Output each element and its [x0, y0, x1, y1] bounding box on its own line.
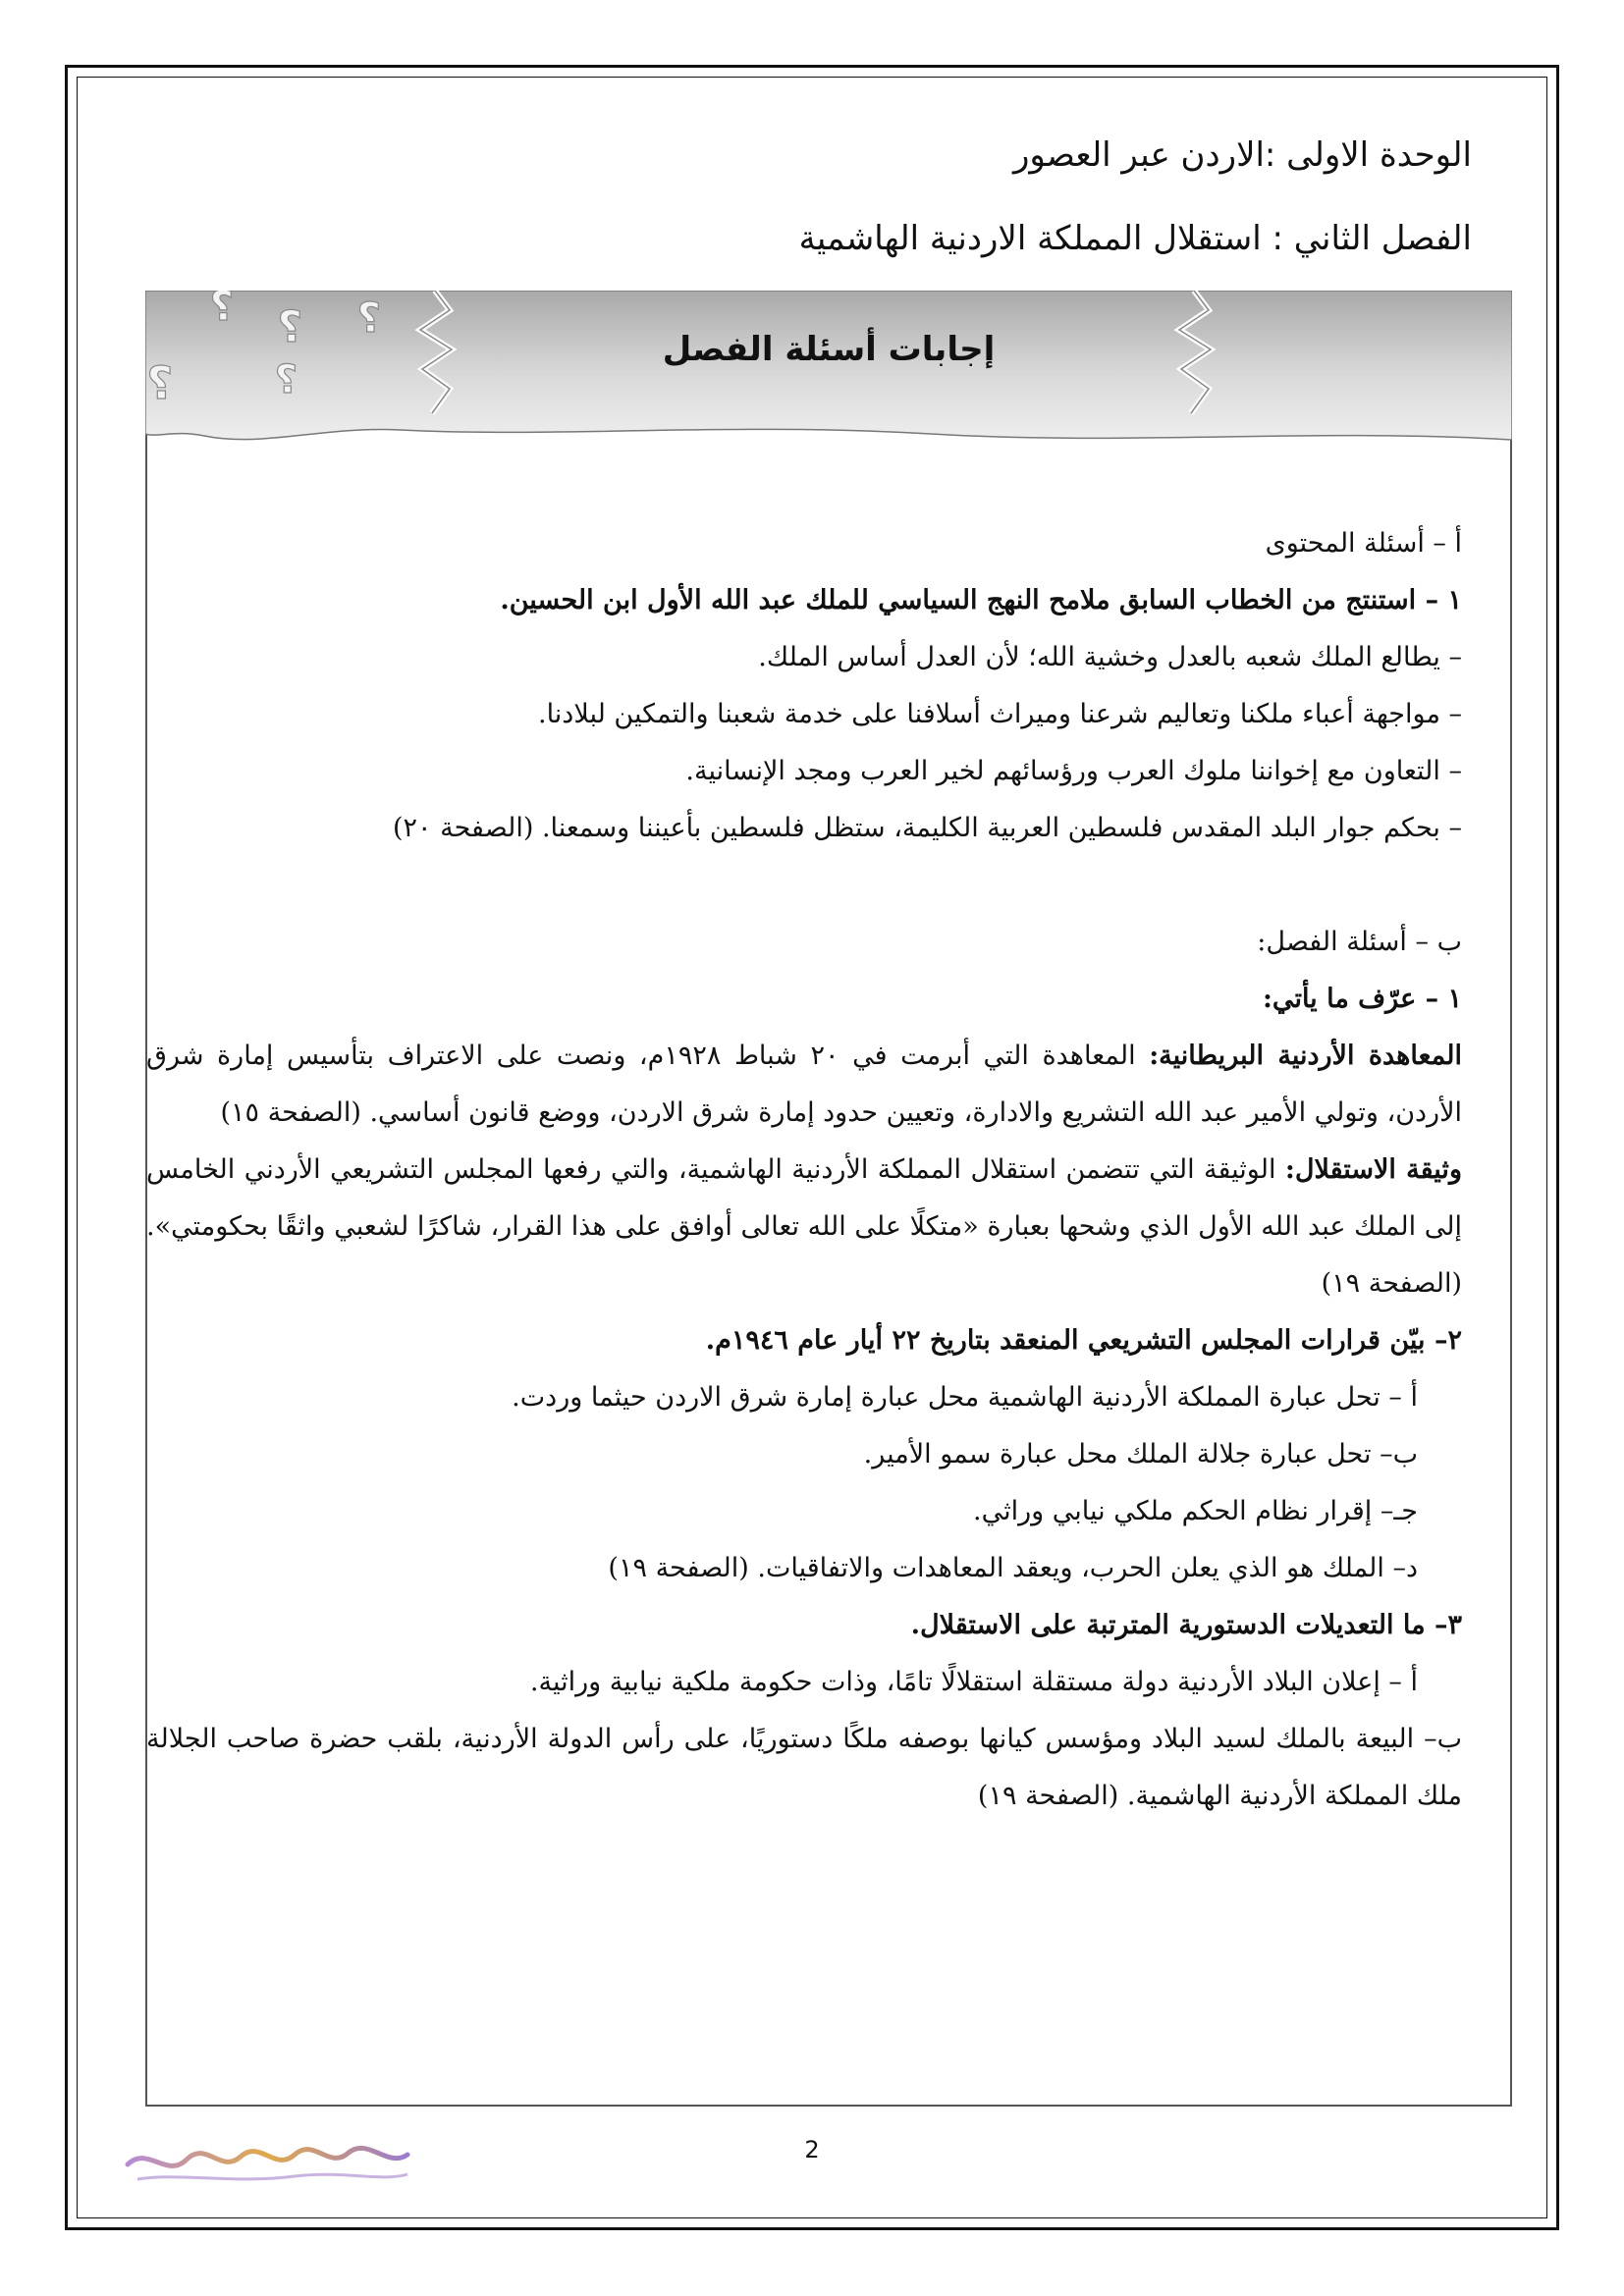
definition-text: المعاهدة التي أبرمت في ٢٠ شباط ١٩٢٨م، ونصت على الاعتراف بتأسيس إمارة شرق الأردن، وتولي الأمير عبد الله التشريع والادارة، وتعيين حدود إمارة شرق الاردن، ووضع قانون أساسي. (الصفحة ١٥): [146, 1041, 1462, 1128]
signature-logo: [118, 2125, 417, 2194]
definition-text: الوثيقة التي تتضمن استقلال المملكة الأردنية الهاشمية، والتي رفعها المجلس التشريعي الأردني الخامس إلى الملك عبد الله الأول الذي وشحها بعبارة «متكلًا على الله تعالى أوافق على هذا القرار، شاكرًا لشعبي واثقًا بحكومتي». (الصفحة ١٩): [146, 1154, 1462, 1299]
banner-shape: [145, 291, 1512, 448]
answer-item: – التعاون مع إخواننا ملوك العرب ورؤسائهم لخير العرب ومجد الإنسانية.: [685, 756, 1462, 786]
definition-term: وثيقة الاستقلال:: [1284, 1154, 1462, 1185]
chapter-answers-banner: [145, 291, 1512, 448]
unit-title: الوحدة الاولى :الاردن عبر العصور: [1012, 135, 1472, 175]
question-3: ٣– ما التعديلات الدستورية المترتبة على الاستقلال.: [910, 1610, 1462, 1640]
answer-item: جـ– إقرار نظام الحكم ملكي نيابي وراثي.: [973, 1496, 1418, 1526]
question-mark-icon: ؟: [274, 357, 298, 402]
answer-item: د– الملك هو الذي يعلن الحرب، ويعقد المعاهدات والاتفاقيات. (الصفحة ١٩): [608, 1553, 1418, 1583]
question-define: ١ – عرّف ما يأتي:: [1262, 984, 1462, 1014]
answer-item: – مواجهة أعباء ملكنا وتعاليم شرعنا وميراث أسلافنا على خدمة شعبنا والتمكين لبلادنا.: [537, 699, 1462, 729]
question-mark-icon: ؟: [277, 302, 302, 352]
answers-body: [146, 515, 1462, 1825]
banner-title: إجابات أسئلة الفصل: [662, 330, 996, 369]
question-2: ٢– بيّن قرارات المجلس التشريعي المنعقد بتاريخ ٢٢ أيار عام ١٩٤٦م.: [705, 1325, 1462, 1356]
question-mark-icon: ؟: [356, 294, 381, 342]
answer-item: – يطالع الملك شعبه بالعدل وخشية الله؛ لأن العدل أساس الملك.: [758, 642, 1462, 672]
answer-item: – بحكم جوار البلد المقدس فلسطين العربية الكليمة، ستظل فلسطين بأعيننا وسمعنا. (الصفحة ٢٠): [392, 813, 1462, 843]
answer-item: ب– البيعة بالملك لسيد البلاد ومؤسس كيانها بوصفه ملكًا دستوريًا، على رأس الدولة الأردنية، بلقب حضرة صاحب الجلالة ملك المملكة الأردنية الهاشمية. (الصفحة ١٩): [146, 1724, 1462, 1811]
page-number: 2: [804, 2136, 820, 2163]
answer-item: أ – تحل عبارة المملكة الأردنية الهاشمية محل عبارة إمارة شرق الاردن حيثما وردت.: [512, 1382, 1418, 1413]
question-1: ١ – استنتج من الخطاب السابق ملامح النهج السياسي للملك عبد الله الأول ابن الحسين.: [500, 585, 1462, 615]
definition-independence: [146, 1142, 1462, 1312]
definition-term: المعاهدة الأردنية البريطانية:: [1149, 1041, 1462, 1071]
question-mark-icon: ؟: [146, 356, 173, 409]
section-b-heading: ب – أسئلة الفصل:: [1257, 927, 1462, 957]
section-a-heading: أ – أسئلة المحتوى: [1265, 528, 1462, 559]
chapter-title: الفصل الثاني : استقلال المملكة الاردنية الهاشمية: [798, 219, 1472, 258]
answer-item: أ – إعلان البلاد الأردنية دولة مستقلة استقلالًا تامًا، وذات حكومة ملكية نيابية وراثية.: [529, 1667, 1418, 1697]
definition-treaty: [146, 1028, 1462, 1142]
question-mark-icon: ؟: [209, 291, 234, 330]
answer-item: ب– تحل عبارة جلالة الملك محل عبارة سمو الأمير.: [863, 1439, 1418, 1469]
